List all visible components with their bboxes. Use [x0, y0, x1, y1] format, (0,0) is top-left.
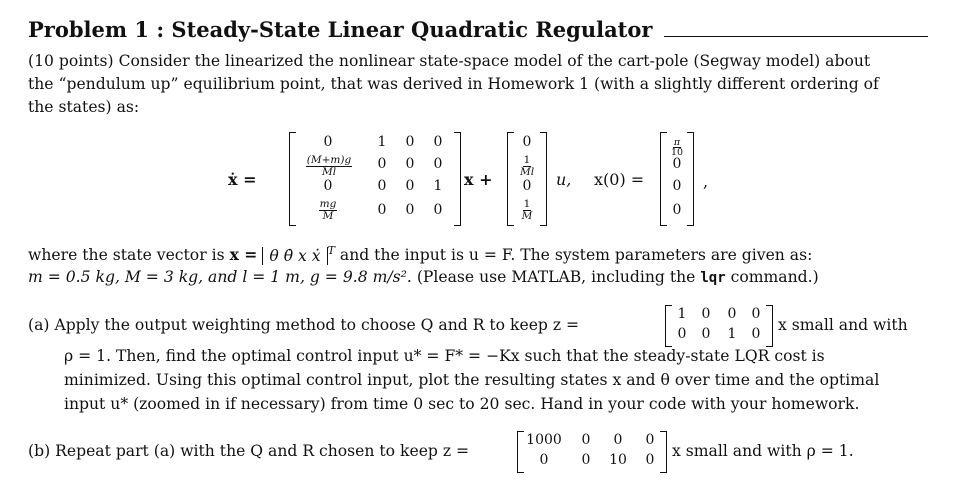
part-a-line-2: ρ = 1. Then, find the optimal control input u* = F* = −Kx such that the steady-state LQR cost is	[64, 347, 825, 365]
state-vector-bracket	[262, 247, 327, 265]
part-b-line	[28, 442, 469, 460]
Ca-r1c1: 0	[701, 326, 711, 342]
A-r0c1: 1	[377, 134, 387, 150]
intro-line-2: the “pendulum up” equilibrium point, that was derived in Homework 1 (with a slightly different ordering of	[28, 75, 879, 93]
B-r0: 0	[522, 134, 532, 150]
transpose-mark: T	[327, 244, 335, 257]
state-line-after: and the input is u = F. The system parameters are given as:	[339, 246, 813, 265]
Cb-r1c2: 10	[609, 452, 627, 468]
x-plus: x +	[464, 170, 493, 189]
matlab-note-before: (Please use MATLAB, including the	[416, 268, 696, 286]
Ca-r0c0: 1	[677, 306, 687, 322]
part-a-line-4: input u* (zoomed in if necessary) from time 0 sec to 20 sec. Hand in your code with your homework.	[64, 395, 860, 413]
A-r3c1: 0	[377, 202, 387, 218]
parameter-values: m = 0.5 kg, M = 3 kg, and l = 1 m, g = 9.8 m/s².	[28, 268, 412, 286]
output-matrix-b	[517, 431, 667, 473]
intro-line-3: the states) as:	[28, 98, 140, 116]
matrix-A	[289, 132, 461, 226]
part-a-line-3: minimized. Using this optimal control input, plot the resulting states x and θ over time and the optimal	[64, 371, 880, 389]
part-a-text-before: Apply the output weighting method to choose Q and R to keep z =	[54, 316, 580, 334]
xdot-lhs: ẋ =	[228, 170, 257, 189]
state-line-xeq: x =	[229, 245, 258, 265]
part-b-label: (b)	[28, 442, 51, 460]
Cb-r1c1: 0	[581, 452, 591, 468]
A-r2c2: 0	[405, 178, 415, 194]
A-r2c1: 0	[377, 178, 387, 194]
x0-r1: 0	[672, 156, 682, 172]
part-b-text-after: x small and with ρ = 1.	[672, 442, 854, 460]
problem-title: Problem 1 : Steady-State Linear Quadratic Regulator	[28, 16, 653, 42]
Ca-r0c3: 0	[751, 306, 761, 322]
Ca-r1c0: 0	[677, 326, 687, 342]
state-line-before: where the state vector is	[28, 246, 225, 265]
u-term: u,	[556, 170, 572, 189]
A-r2c3: 1	[433, 178, 443, 194]
part-a-label: (a)	[28, 316, 50, 334]
lqr-command: lqr	[700, 270, 726, 286]
x0-r2: 0	[672, 178, 682, 194]
A-r1c2: 0	[405, 156, 415, 172]
intro-line-1: (10 points) Consider the linearized the nonlinear state-space model of the cart-pole (Segway model) about	[28, 52, 871, 70]
Ca-r0c2: 0	[727, 306, 737, 322]
B-r3: $\frac{1}{M}$	[521, 198, 533, 222]
part-b-text-before: Repeat part (a) with the Q and R chosen to keep z =	[55, 442, 470, 460]
Cb-r0c0: 1000	[526, 432, 562, 448]
Ca-r0c1: 0	[701, 306, 711, 322]
matrix-x0	[660, 132, 694, 226]
B-r2: 0	[522, 178, 532, 194]
x0-label: x(0) =	[594, 170, 645, 189]
Cb-r1c0: 0	[539, 452, 549, 468]
A-r3c3: 0	[433, 202, 443, 218]
B-r1: $\frac{1}{Ml}$	[519, 154, 535, 178]
Cb-r0c3: 0	[645, 432, 655, 448]
output-matrix-a	[665, 305, 773, 347]
A-r2c0: 0	[323, 178, 333, 194]
A-r1c1: 0	[377, 156, 387, 172]
state-vector-entries: θ θ̇ x ẋ	[269, 247, 321, 266]
A-r0c3: 0	[433, 134, 443, 150]
part-a-line-1	[28, 316, 579, 334]
matrix-B	[507, 132, 547, 226]
A-r3c0: $\frac{mg}{M}$	[319, 198, 337, 222]
x0-r3: 0	[672, 202, 682, 218]
Cb-r0c1: 0	[581, 432, 591, 448]
x0-r0: $\frac{\pi}{10}$	[670, 137, 684, 158]
parameters-line	[28, 268, 819, 286]
Ca-r1c3: 0	[751, 326, 761, 342]
equation-comma: ,	[703, 172, 709, 191]
Ca-r1c2: 1	[727, 326, 737, 342]
part-a-text-after: x small and with	[778, 316, 908, 334]
A-r3c2: 0	[405, 202, 415, 218]
A-r0c0: 0	[323, 134, 333, 150]
Cb-r0c2: 0	[613, 432, 623, 448]
A-r1c0: $\frac{(M+m)g}{Ml}$	[306, 154, 352, 178]
matlab-note-after: command.)	[730, 268, 819, 286]
Cb-r1c3: 0	[645, 452, 655, 468]
A-r1c3: 0	[433, 156, 443, 172]
state-vector-line	[28, 244, 812, 264]
A-r0c2: 0	[405, 134, 415, 150]
